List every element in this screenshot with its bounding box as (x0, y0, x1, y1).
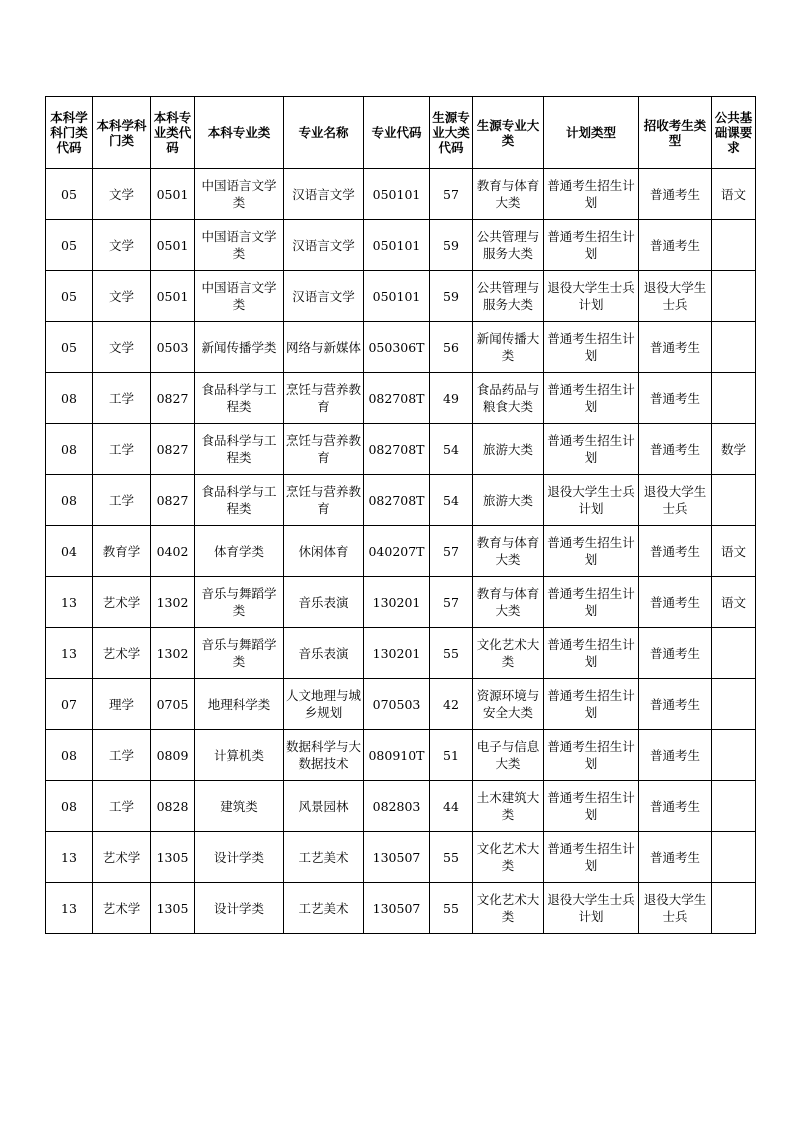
cell-basic-course-requirement (712, 730, 756, 781)
cell-major-code: 070503 (364, 679, 430, 730)
cell-basic-course-requirement (712, 322, 756, 373)
cell-source-category: 旅游大类 (473, 424, 544, 475)
table-row (46, 373, 756, 424)
cell-basic-course-requirement: 语文 (712, 526, 756, 577)
cell-major-name: 汉语言文学 (284, 220, 364, 271)
cell-major-class-code: 0828 (151, 781, 195, 832)
cell-major-class: 计算机类 (195, 730, 284, 781)
cell-subject-category-code: 08 (46, 730, 93, 781)
cell-plan-type: 普通考生招生计划 (544, 730, 639, 781)
cell-major-class: 中国语言文学类 (195, 169, 284, 220)
cell-major-name: 汉语言文学 (284, 169, 364, 220)
cell-basic-course-requirement: 数学 (712, 424, 756, 475)
cell-major-class: 中国语言文学类 (195, 220, 284, 271)
cell-source-category: 资源环境与安全大类 (473, 679, 544, 730)
cell-major-class: 体育学类 (195, 526, 284, 577)
cell-source-category-code: 49 (430, 373, 473, 424)
cell-source-category-code: 55 (430, 628, 473, 679)
cell-subject-category: 理学 (93, 679, 151, 730)
cell-subject-category-code: 13 (46, 832, 93, 883)
cell-major-class-code: 0827 (151, 475, 195, 526)
cell-basic-course-requirement (712, 475, 756, 526)
cell-major-name: 烹饪与营养教育 (284, 373, 364, 424)
cell-student-type: 普通考生 (639, 220, 712, 271)
cell-basic-course-requirement: 语文 (712, 169, 756, 220)
cell-major-class-code: 1302 (151, 628, 195, 679)
cell-major-class: 音乐与舞蹈学类 (195, 577, 284, 628)
cell-source-category-code: 57 (430, 526, 473, 577)
cell-basic-course-requirement (712, 679, 756, 730)
cell-student-type: 普通考生 (639, 322, 712, 373)
cell-major-class-code: 0501 (151, 220, 195, 271)
cell-basic-course-requirement (712, 628, 756, 679)
table-row (46, 475, 756, 526)
header-row (46, 97, 756, 169)
cell-basic-course-requirement (712, 220, 756, 271)
cell-source-category: 土木建筑大类 (473, 781, 544, 832)
table-row (46, 271, 756, 322)
cell-major-class-code: 1305 (151, 883, 195, 934)
cell-source-category: 教育与体育大类 (473, 577, 544, 628)
cell-major-code: 050101 (364, 169, 430, 220)
cell-subject-category: 艺术学 (93, 577, 151, 628)
cell-subject-category-code: 13 (46, 577, 93, 628)
table-row (46, 322, 756, 373)
cell-plan-type: 普通考生招生计划 (544, 832, 639, 883)
cell-student-type: 退役大学生士兵 (639, 475, 712, 526)
table-row (46, 220, 756, 271)
cell-subject-category-code: 04 (46, 526, 93, 577)
cell-major-name: 数据科学与大数据技术 (284, 730, 364, 781)
table-row (46, 526, 756, 577)
cell-subject-category: 文学 (93, 322, 151, 373)
column-header-plan-type: 计划类型 (544, 97, 639, 169)
cell-subject-category: 工学 (93, 781, 151, 832)
cell-source-category: 新闻传播大类 (473, 322, 544, 373)
cell-major-class: 食品科学与工程类 (195, 475, 284, 526)
cell-subject-category: 工学 (93, 730, 151, 781)
cell-major-class-code: 0705 (151, 679, 195, 730)
cell-source-category: 文化艺术大类 (473, 883, 544, 934)
cell-major-name: 烹饪与营养教育 (284, 475, 364, 526)
cell-plan-type: 普通考生招生计划 (544, 679, 639, 730)
cell-subject-category-code: 13 (46, 883, 93, 934)
cell-source-category-code: 55 (430, 883, 473, 934)
cell-student-type: 退役大学生士兵 (639, 883, 712, 934)
cell-basic-course-requirement (712, 883, 756, 934)
cell-major-class-code: 0827 (151, 373, 195, 424)
column-header-major-code: 专业代码 (364, 97, 430, 169)
cell-plan-type: 普通考生招生计划 (544, 424, 639, 475)
table-header (46, 97, 756, 169)
cell-plan-type: 普通考生招生计划 (544, 781, 639, 832)
cell-major-name: 工艺美术 (284, 883, 364, 934)
cell-subject-category-code: 05 (46, 322, 93, 373)
cell-major-code: 082708T (364, 475, 430, 526)
column-header-source-category-code: 生源专业大类代码 (430, 97, 473, 169)
cell-source-category-code: 57 (430, 577, 473, 628)
column-header-subject-category: 本科学科门类 (93, 97, 151, 169)
cell-plan-type: 普通考生招生计划 (544, 526, 639, 577)
cell-subject-category-code: 08 (46, 373, 93, 424)
table-row (46, 628, 756, 679)
cell-major-class-code: 0809 (151, 730, 195, 781)
cell-major-class-code: 0503 (151, 322, 195, 373)
cell-plan-type: 退役大学生士兵计划 (544, 883, 639, 934)
column-header-source-category: 生源专业大类 (473, 97, 544, 169)
cell-source-category: 教育与体育大类 (473, 169, 544, 220)
cell-subject-category-code: 05 (46, 271, 93, 322)
cell-source-category-code: 56 (430, 322, 473, 373)
cell-plan-type: 普通考生招生计划 (544, 628, 639, 679)
cell-source-category: 公共管理与服务大类 (473, 220, 544, 271)
enrollment-plan-table (45, 96, 756, 934)
cell-major-code: 050101 (364, 220, 430, 271)
cell-basic-course-requirement (712, 781, 756, 832)
cell-subject-category: 文学 (93, 271, 151, 322)
table-row (46, 577, 756, 628)
cell-major-name: 音乐表演 (284, 628, 364, 679)
cell-basic-course-requirement: 语文 (712, 577, 756, 628)
table-row (46, 781, 756, 832)
cell-source-category: 食品药品与粮食大类 (473, 373, 544, 424)
cell-source-category: 电子与信息大类 (473, 730, 544, 781)
cell-student-type: 普通考生 (639, 424, 712, 475)
cell-subject-category: 工学 (93, 373, 151, 424)
cell-subject-category: 艺术学 (93, 832, 151, 883)
cell-plan-type: 普通考生招生计划 (544, 373, 639, 424)
cell-major-class: 设计学类 (195, 832, 284, 883)
table-row (46, 679, 756, 730)
cell-basic-course-requirement (712, 373, 756, 424)
table-row (46, 169, 756, 220)
cell-major-code: 082803 (364, 781, 430, 832)
table-body (46, 169, 756, 934)
cell-student-type: 普通考生 (639, 169, 712, 220)
cell-major-class: 食品科学与工程类 (195, 373, 284, 424)
cell-major-name: 烹饪与营养教育 (284, 424, 364, 475)
cell-major-class: 新闻传播学类 (195, 322, 284, 373)
cell-major-code: 130201 (364, 628, 430, 679)
cell-subject-category: 文学 (93, 220, 151, 271)
cell-source-category: 文化艺术大类 (473, 832, 544, 883)
column-header-student-type: 招收考生类型 (639, 97, 712, 169)
cell-major-name: 工艺美术 (284, 832, 364, 883)
cell-subject-category: 工学 (93, 475, 151, 526)
cell-basic-course-requirement (712, 832, 756, 883)
cell-major-code: 050101 (364, 271, 430, 322)
cell-student-type: 普通考生 (639, 832, 712, 883)
cell-source-category: 文化艺术大类 (473, 628, 544, 679)
table-row (46, 730, 756, 781)
cell-source-category-code: 59 (430, 220, 473, 271)
cell-student-type: 普通考生 (639, 781, 712, 832)
cell-major-code: 130507 (364, 832, 430, 883)
cell-source-category-code: 54 (430, 475, 473, 526)
cell-plan-type: 普通考生招生计划 (544, 577, 639, 628)
table-row (46, 832, 756, 883)
cell-student-type: 退役大学生士兵 (639, 271, 712, 322)
cell-source-category-code: 57 (430, 169, 473, 220)
column-header-major-class-code: 本科专业类代码 (151, 97, 195, 169)
column-header-major-class: 本科专业类 (195, 97, 284, 169)
cell-major-name: 汉语言文学 (284, 271, 364, 322)
cell-major-code: 082708T (364, 424, 430, 475)
cell-major-class-code: 0501 (151, 169, 195, 220)
cell-major-code: 130507 (364, 883, 430, 934)
table-row (46, 883, 756, 934)
cell-major-name: 风景园林 (284, 781, 364, 832)
cell-subject-category-code: 08 (46, 424, 93, 475)
cell-source-category-code: 59 (430, 271, 473, 322)
cell-source-category-code: 42 (430, 679, 473, 730)
cell-subject-category: 艺术学 (93, 883, 151, 934)
cell-major-class: 食品科学与工程类 (195, 424, 284, 475)
cell-major-class-code: 1302 (151, 577, 195, 628)
cell-plan-type: 退役大学生士兵计划 (544, 475, 639, 526)
cell-subject-category-code: 07 (46, 679, 93, 730)
column-header-major-name: 专业名称 (284, 97, 364, 169)
cell-major-name: 音乐表演 (284, 577, 364, 628)
cell-major-class-code: 0827 (151, 424, 195, 475)
cell-major-class: 音乐与舞蹈学类 (195, 628, 284, 679)
cell-subject-category: 文学 (93, 169, 151, 220)
cell-source-category-code: 55 (430, 832, 473, 883)
cell-major-class: 设计学类 (195, 883, 284, 934)
column-header-subject-category-code: 本科学科门类代码 (46, 97, 93, 169)
cell-subject-category-code: 08 (46, 475, 93, 526)
cell-major-code: 050306T (364, 322, 430, 373)
cell-major-class-code: 0402 (151, 526, 195, 577)
table-row (46, 424, 756, 475)
cell-major-class: 建筑类 (195, 781, 284, 832)
cell-source-category-code: 44 (430, 781, 473, 832)
cell-student-type: 普通考生 (639, 577, 712, 628)
cell-student-type: 普通考生 (639, 730, 712, 781)
cell-subject-category-code: 13 (46, 628, 93, 679)
cell-source-category: 教育与体育大类 (473, 526, 544, 577)
cell-major-code: 080910T (364, 730, 430, 781)
cell-major-code: 130201 (364, 577, 430, 628)
cell-subject-category-code: 05 (46, 169, 93, 220)
cell-basic-course-requirement (712, 271, 756, 322)
cell-subject-category-code: 05 (46, 220, 93, 271)
column-header-basic-course-requirement: 公共基础课要求 (712, 97, 756, 169)
cell-student-type: 普通考生 (639, 373, 712, 424)
cell-major-class-code: 1305 (151, 832, 195, 883)
cell-plan-type: 退役大学生士兵计划 (544, 271, 639, 322)
cell-major-code: 040207T (364, 526, 430, 577)
cell-subject-category: 教育学 (93, 526, 151, 577)
cell-major-class-code: 0501 (151, 271, 195, 322)
cell-major-name: 休闲体育 (284, 526, 364, 577)
cell-student-type: 普通考生 (639, 526, 712, 577)
cell-source-category: 公共管理与服务大类 (473, 271, 544, 322)
cell-major-name: 网络与新媒体 (284, 322, 364, 373)
cell-subject-category-code: 08 (46, 781, 93, 832)
cell-plan-type: 普通考生招生计划 (544, 169, 639, 220)
cell-major-class: 地理科学类 (195, 679, 284, 730)
cell-source-category-code: 51 (430, 730, 473, 781)
cell-source-category: 旅游大类 (473, 475, 544, 526)
cell-subject-category: 艺术学 (93, 628, 151, 679)
cell-source-category-code: 54 (430, 424, 473, 475)
cell-subject-category: 工学 (93, 424, 151, 475)
cell-major-name: 人文地理与城乡规划 (284, 679, 364, 730)
cell-major-code: 082708T (364, 373, 430, 424)
cell-student-type: 普通考生 (639, 679, 712, 730)
cell-student-type: 普通考生 (639, 628, 712, 679)
cell-plan-type: 普通考生招生计划 (544, 220, 639, 271)
cell-major-class: 中国语言文学类 (195, 271, 284, 322)
cell-plan-type: 普通考生招生计划 (544, 322, 639, 373)
